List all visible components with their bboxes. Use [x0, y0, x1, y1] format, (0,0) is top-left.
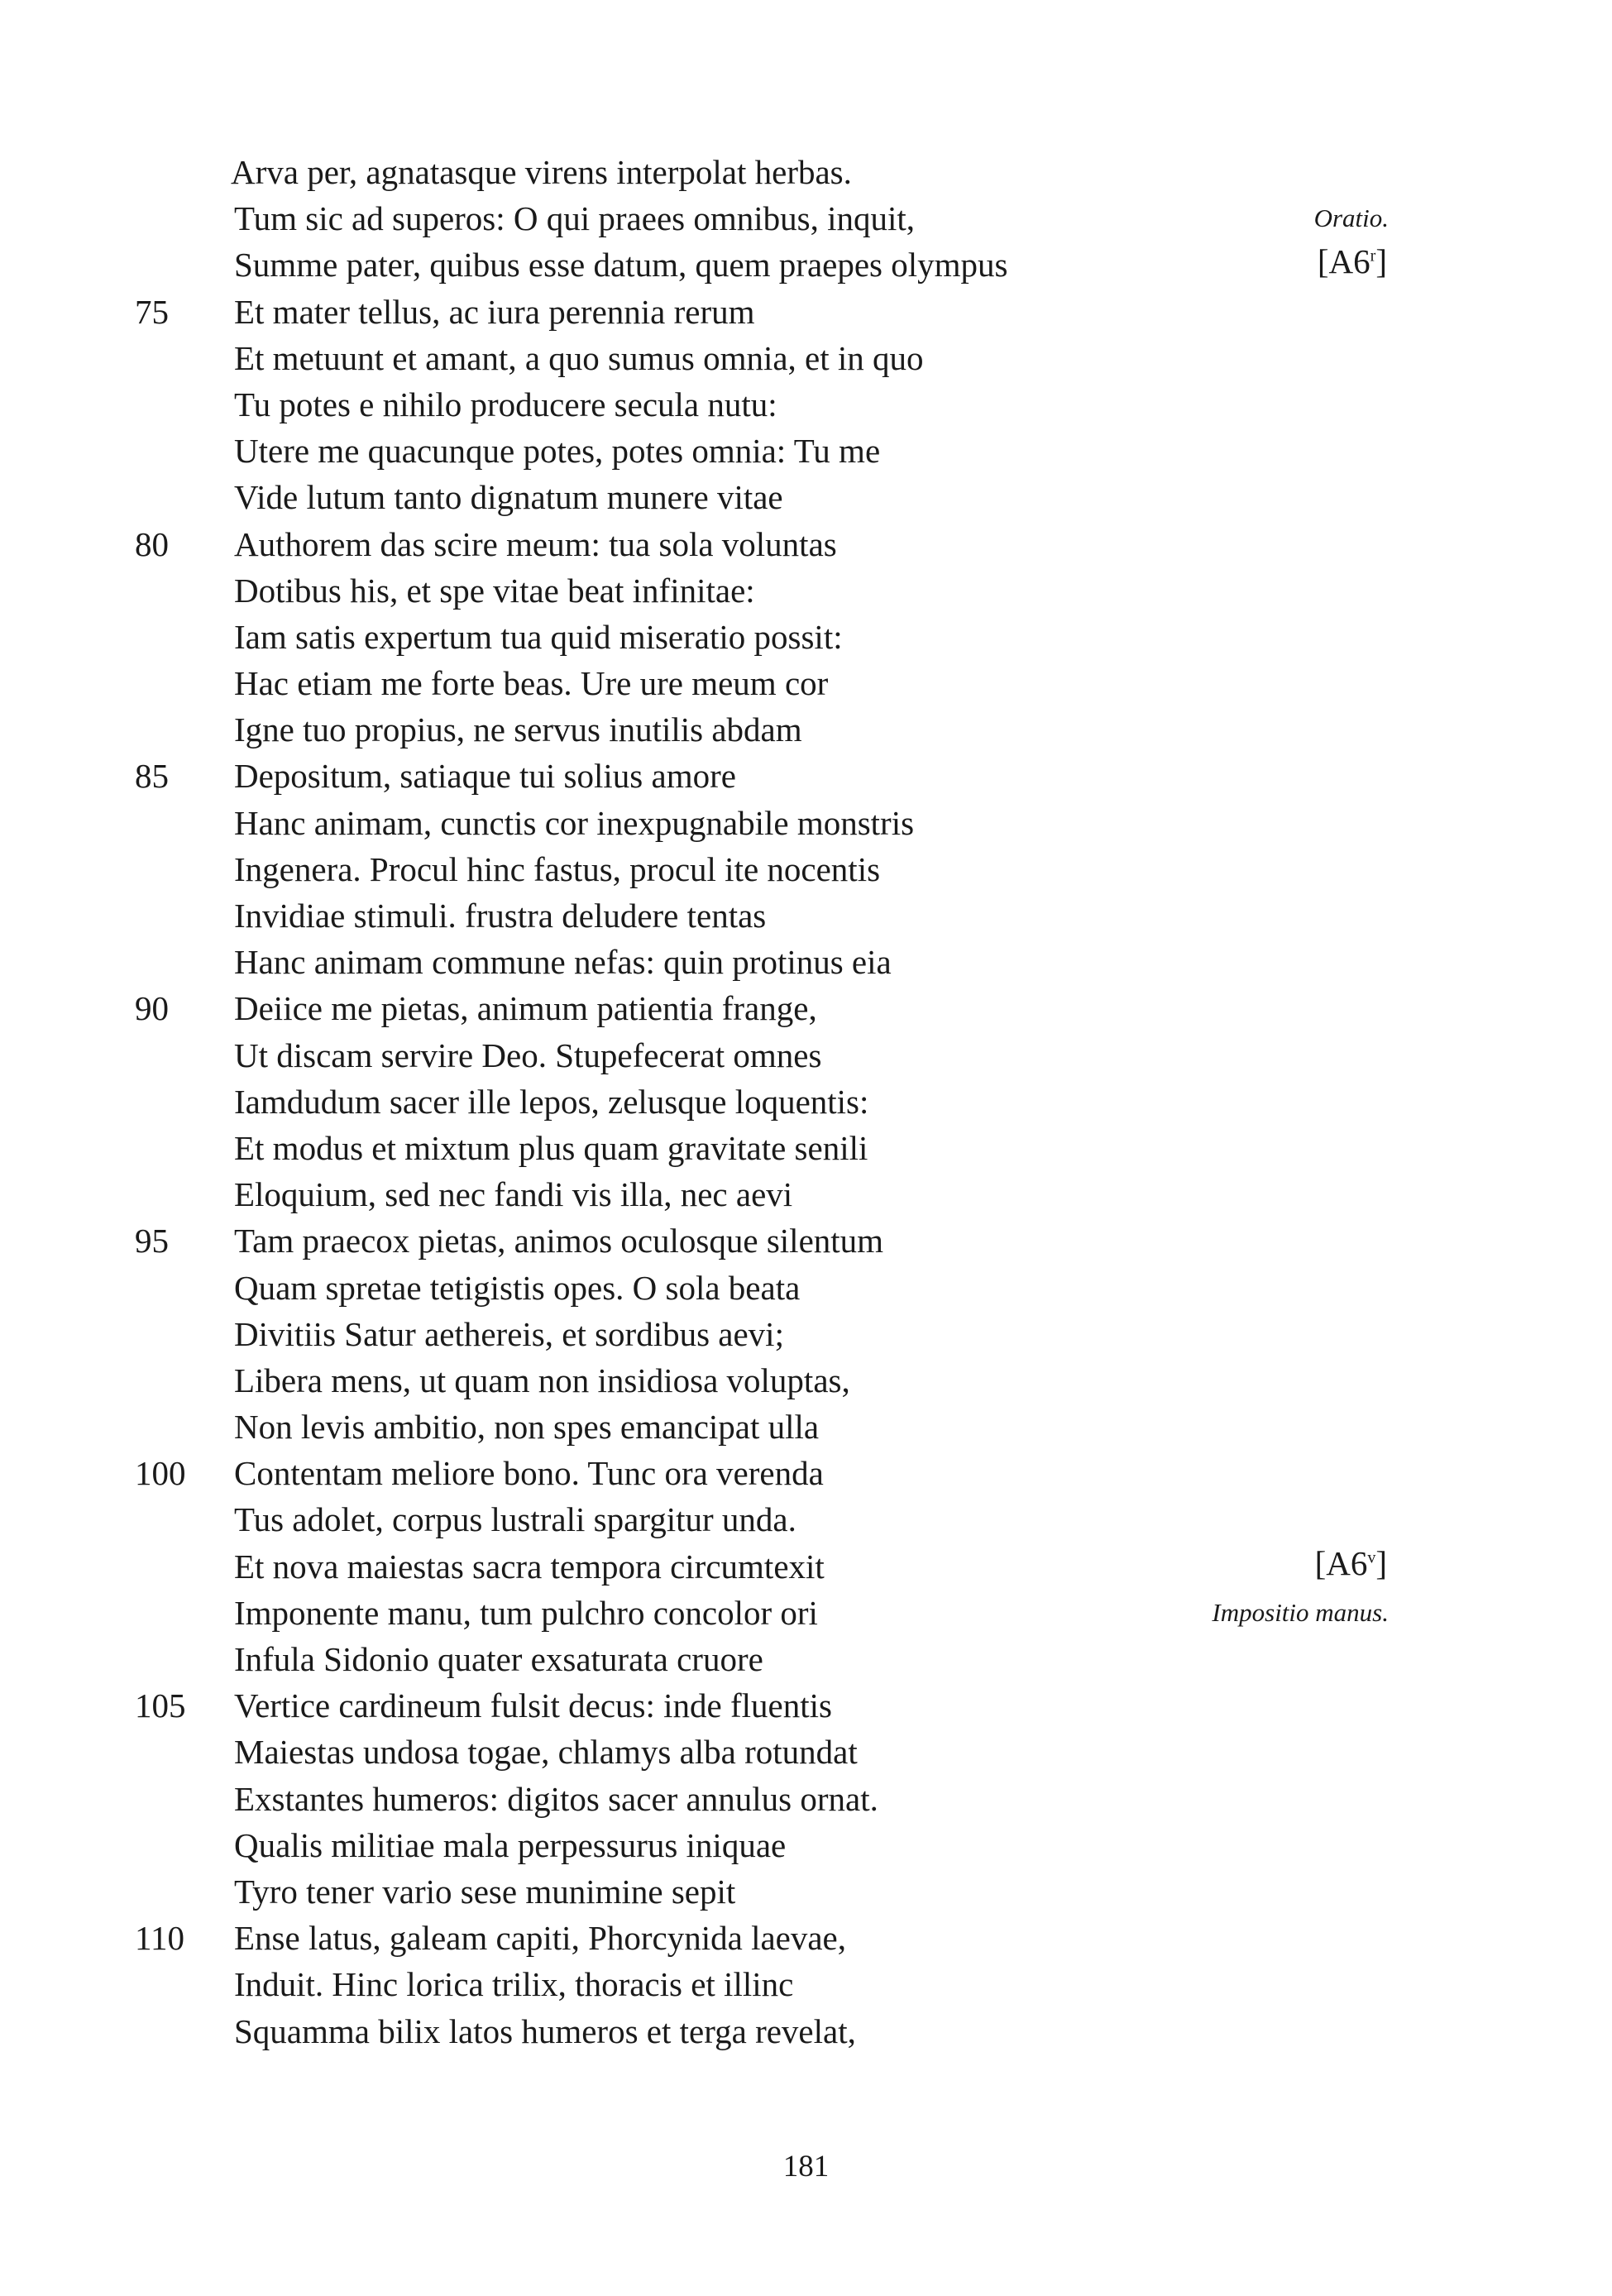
- verse-text: Tu potes e nihilo producere secula nutu:: [234, 385, 777, 423]
- verse-line: [0, 474, 1612, 520]
- verse-line: [0, 1217, 1612, 1264]
- verse-line: [0, 1868, 1612, 1915]
- verse-text: Et mater tellus, ac iura perennia rerum: [234, 292, 755, 331]
- verse-text: Contentam meliore bono. Tunc ora verenda: [234, 1454, 824, 1493]
- verse-line: [0, 1311, 1612, 1357]
- page-number: 181: [782, 2150, 830, 2184]
- verse-text: Tus adolet, corpus lustrali spargitur unda.: [234, 1500, 796, 1539]
- verse-line: [0, 753, 1612, 799]
- verse-text: Tyro tener vario sese munimine sepit: [234, 1872, 736, 1911]
- folio-signature-text: [A6: [1317, 242, 1370, 281]
- folio-signature-close: ]: [1375, 1543, 1387, 1582]
- verse-text: Igne tuo propius, ne servus inutilis abdam: [234, 710, 802, 749]
- verse-text: Iam satis expertum tua quid miseratio possit:: [234, 617, 843, 656]
- verse-text: Imponente manu, tum pulchro concolor ori: [234, 1593, 818, 1632]
- line-number: 105: [135, 1686, 186, 1725]
- verse-line: [0, 660, 1612, 706]
- folio-signature: [1315, 1540, 1387, 1586]
- verse-line: [0, 614, 1612, 660]
- verse-text: Ense latus, galeam capiti, Phorcynida laevae,: [234, 1919, 847, 1958]
- verse-text: Summe pater, quibus esse datum, quem praepes olympus: [234, 246, 1008, 285]
- verse-line: [0, 1636, 1612, 1682]
- verse-text: Et modus et mixtum plus quam gravitate senili: [234, 1128, 868, 1167]
- verse-line: [0, 1125, 1612, 1171]
- verse-text: Vide lutum tanto dignatum munere vitae: [234, 478, 783, 517]
- verse-line: [0, 1171, 1612, 1217]
- verse-text: Depositum, satiaque tui solius amore: [234, 757, 736, 796]
- verse-text: Utere me quacunque potes, potes omnia: Tu me: [234, 432, 881, 471]
- verse-text: Vertice cardineum fulsit decus: inde fluentis: [234, 1686, 832, 1725]
- verse-line: [0, 289, 1612, 335]
- verse-line: [0, 1265, 1612, 1311]
- verse-text: Authorem das scire meum: tua sola voluntas: [234, 524, 837, 563]
- verse-text: Dotibus his, et spe vitae beat infinitae:: [234, 571, 755, 610]
- verse-line: [0, 1729, 1612, 1775]
- marginal-note: Impositio manus.: [1212, 1597, 1389, 1627]
- verse-line: [0, 1961, 1612, 2007]
- verse-text: Quam spretae tetigistis opes. O sola beata: [234, 1268, 801, 1307]
- verse-line: [0, 1915, 1612, 1961]
- verse-text: Hanc animam, cunctis cor inexpugnabile monstris: [234, 803, 915, 842]
- verse-text: Tum sic ad superos: O qui praees omnibus, inquit,: [234, 199, 916, 238]
- verse-line: [0, 428, 1612, 474]
- verse-line: [0, 1032, 1612, 1079]
- line-number: 95: [135, 1222, 169, 1260]
- verse-line: [0, 335, 1612, 381]
- verse-text: Hanc animam commune nefas: quin protinus eia: [234, 943, 892, 982]
- verse-line: [0, 800, 1612, 846]
- verse-text: Iamdudum sacer ille lepos, zelusque loquentis:: [234, 1082, 869, 1121]
- verse-line: [0, 1404, 1612, 1450]
- verse-line: [0, 567, 1612, 614]
- verse-line: [0, 1682, 1612, 1729]
- verse-line: [0, 1450, 1612, 1496]
- verse-line: [0, 985, 1612, 1031]
- verse-line: [0, 195, 1612, 242]
- verse-line: [0, 939, 1612, 985]
- verse-text: Tam praecox pietas, animos oculosque silentum: [234, 1222, 884, 1260]
- verse-line: [0, 706, 1612, 753]
- verse-line: [0, 242, 1612, 288]
- folio-signature-side: r: [1370, 246, 1376, 265]
- verse-line: [0, 149, 1612, 195]
- verse-line: [0, 521, 1612, 567]
- verse-line: [0, 892, 1612, 939]
- line-number: 100: [135, 1454, 186, 1493]
- marginal-note: Oratio.: [1313, 203, 1389, 233]
- verse-line: [0, 1543, 1612, 1590]
- verse-line: [0, 1776, 1612, 1822]
- folio-signature-text: [A6: [1314, 1543, 1368, 1582]
- verse-line: [0, 1357, 1612, 1404]
- line-number: 75: [135, 292, 169, 331]
- line-number: 90: [135, 989, 169, 1028]
- verse-line: [0, 381, 1612, 428]
- verse-text: Ingenera. Procul hinc fastus, procul ite nocentis: [234, 849, 881, 888]
- poem-body: [0, 149, 1612, 2054]
- folio-signature-close: ]: [1375, 242, 1387, 281]
- verse-line: [0, 1590, 1612, 1636]
- verse-text: Divitiis Satur aethereis, et sordibus aevi;: [234, 1314, 784, 1353]
- verse-text: Squamma bilix latos humeros et terga revelat,: [234, 2011, 856, 2050]
- line-number: 85: [135, 757, 169, 796]
- verse-text: Libera mens, ut quam non insidiosa voluptas,: [234, 1361, 850, 1399]
- verse-text: Invidiae stimuli. frustra deludere tentas: [234, 897, 767, 935]
- verse-text: Deiice me pietas, animum patientia frange,: [234, 989, 817, 1028]
- verse-line: [0, 1822, 1612, 1868]
- line-number: 110: [135, 1919, 184, 1958]
- folio-signature: [1318, 238, 1387, 285]
- verse-text: Arva per, agnatasque virens interpolat herbas.: [231, 153, 852, 191]
- verse-text: Qualis militiae mala perpessurus iniquae: [234, 1825, 787, 1864]
- verse-text: Ut discam servire Deo. Stupefecerat omnes: [234, 1036, 822, 1074]
- verse-text: Infula Sidonio quater exsaturata cruore: [234, 1640, 763, 1678]
- folio-signature-side: v: [1367, 1547, 1376, 1567]
- line-number: 80: [135, 524, 169, 563]
- verse-text: Eloquium, sed nec fandi vis illa, nec aevi: [234, 1175, 793, 1214]
- verse-text: Et nova maiestas sacra tempora circumtexit: [234, 1547, 825, 1586]
- verse-text: Non levis ambitio, non spes emancipat ulla: [234, 1408, 820, 1447]
- verse-text: Et metuunt et amant, a quo sumus omnia, et in quo: [234, 338, 924, 377]
- verse-line: [0, 846, 1612, 892]
- verse-text: Hac etiam me forte beas. Ure ure meum cor: [234, 664, 829, 703]
- verse-text: Exstantes humeros: digitos sacer annulus ornat.: [234, 1779, 878, 1818]
- verse-line: [0, 1496, 1612, 1543]
- verse-line: [0, 1079, 1612, 1125]
- verse-text: Maiestas undosa togae, chlamys alba rotundat: [234, 1733, 858, 1772]
- verse-line: [0, 2008, 1612, 2054]
- verse-text: Induit. Hinc lorica trilix, thoracis et illinc: [234, 1965, 794, 2004]
